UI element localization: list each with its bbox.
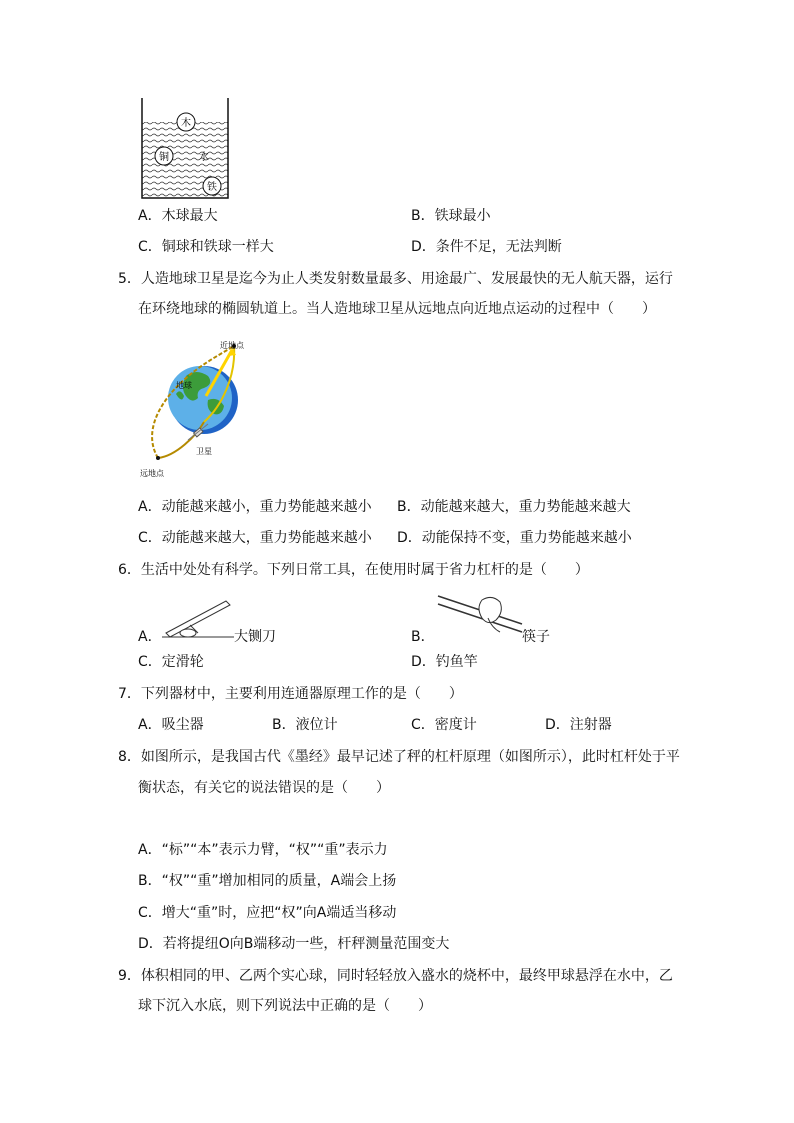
q4-option-c[interactable]: C．铜球和铁球一样大 <box>138 239 274 255</box>
apogee-label: 远地点 <box>140 469 164 478</box>
satellite-label: 卫星 <box>196 447 212 456</box>
q8-stem-line1: 8．如图所示，是我国古代《墨经》最早记述了秤的杠杆原理（如图所示），此时杠杆处于平 <box>118 749 680 765</box>
earth-label: 地球 <box>176 381 192 390</box>
satellite-orbit-figure <box>136 336 256 478</box>
svg-text:铁: 铁 <box>207 182 217 193</box>
q6-option-d[interactable]: D．钓鱼竿 <box>411 654 478 670</box>
beaker-figure <box>136 96 236 200</box>
q5-option-b[interactable]: B．动能越来越大，重力势能越来越大 <box>397 499 631 515</box>
q4-option-d[interactable]: D．条件不足，无法判断 <box>411 239 562 255</box>
q5-option-a[interactable]: A．动能越来越小，重力势能越来越小 <box>138 499 372 515</box>
q5-stem-line1: 5．人造地球卫星是迄今为止人类发射数量最多、用途最广、发展最快的无人航天器，运行 <box>118 271 673 287</box>
q8-option-a[interactable]: A．“标”“本”表示力臂，“权”“重”表示力 <box>138 842 388 858</box>
q9-stem-line1: 9．体积相同的甲、乙两个实心球，同时轻轻放入盛水的烧杯中，最终甲球悬浮在水中，乙 <box>118 968 673 984</box>
q4-option-a[interactable]: A．木球最大 <box>138 208 218 224</box>
q6-stem: 6．生活中处处有科学。下列日常工具，在使用时属于省力杠杆的是（ ） <box>118 562 589 578</box>
q6-option-a[interactable]: A． <box>138 629 162 645</box>
svg-text:木: 木 <box>181 118 191 129</box>
q8-option-d[interactable]: D．若将提纽O向B端移动一些，杆秤测量范围变大 <box>138 936 450 952</box>
q5-stem-line2: 在环绕地球的椭圆轨道上。当人造地球卫星从远地点向近地点运动的过程中（ ） <box>138 301 656 317</box>
q8-stem-line2: 衡状态，有关它的说法错误的是（ ） <box>138 780 390 796</box>
q5-option-d[interactable]: D．动能保持不变，重力势能越来越小 <box>397 530 632 546</box>
q6-option-b[interactable]: B． <box>411 629 435 645</box>
q7-stem: 7．下列器材中，主要利用连通器原理工作的是（ ） <box>118 686 463 702</box>
q8-option-b[interactable]: B．“权”“重”增加相同的质量，A端会上扬 <box>138 873 397 889</box>
q7-option-c[interactable]: C．密度计 <box>411 717 477 733</box>
iron-ball <box>203 177 221 195</box>
water-label: 水 <box>199 152 209 163</box>
q7-option-b[interactable]: B．液位计 <box>272 717 338 733</box>
wood-ball <box>177 113 195 131</box>
svg-text:铜: 铜 <box>159 152 169 163</box>
copper-ball <box>155 147 173 165</box>
q6-option-a-label: 大铡刀 <box>234 629 276 645</box>
perigee-label: 近地点 <box>220 341 244 350</box>
chopsticks-icon <box>436 588 526 640</box>
q7-option-a[interactable]: A．吸尘器 <box>138 717 204 733</box>
guillotine-cutter-icon <box>160 593 236 643</box>
q6-option-c[interactable]: C．定滑轮 <box>138 654 204 670</box>
q4-option-b[interactable]: B．铁球最小 <box>411 208 491 224</box>
q5-option-c[interactable]: C．动能越来越大，重力势能越来越小 <box>138 530 372 546</box>
q9-stem-line2: 球下沉入水底，则下列说法中正确的是（ ） <box>138 998 432 1014</box>
q6-option-b-label: 筷子 <box>522 629 550 645</box>
q8-option-c[interactable]: C．增大“重”时，应把“权”向A端适当移动 <box>138 905 397 921</box>
q7-option-d[interactable]: D．注射器 <box>545 717 612 733</box>
